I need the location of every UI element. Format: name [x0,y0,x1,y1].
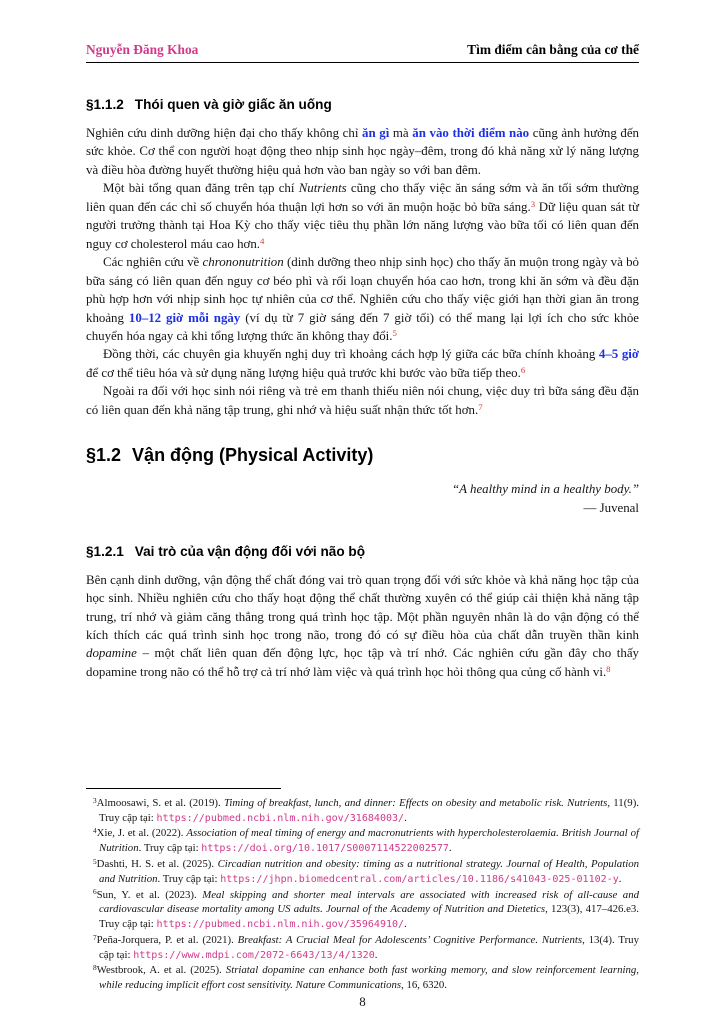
text-run: Dữ liệu quan sát từ người trưởng thành tại Hoa Kỳ cho thấy việc tiêu thụ phần lớn năng lượng vào bữa tối có liên quan đến nguy cơ cholesterol máu cao hơn. [86,199,640,251]
text-run: . Truy cập tại: [138,842,202,855]
footnote-number-6: 6 [93,887,97,897]
text-run: Striatal dopamine can enhance both fast working memory, and slow reinforcement learning, while reducing implicit effort cost sensitivity. Nature Communications [99,964,639,992]
footnote-ref-5[interactable]: 5 [392,328,397,339]
footnote-ref-3[interactable]: 3 [530,198,536,209]
footnote-ref-7[interactable]: 7 [478,401,483,412]
footnote-url-7[interactable]: https://www.mdpi.com/2072-6643/13/4/1320 [133,949,375,961]
quote-attribution: — Juvenal [583,500,639,515]
footnote-url-6[interactable]: https://pubmed.ncbi.nlm.nih.gov/35964910/ [156,919,405,931]
header-author-name: Nguyễn Đăng Khoa [86,42,199,57]
footnote-number-4: 4 [93,826,97,836]
footnote-5 [86,857,639,887]
page-number: 8 [359,994,366,1009]
text-run: Xie, J. et al. (2022). [96,827,187,840]
text-run: chrononutrition [202,255,284,270]
text-run: Meal skipping and shorter meal intervals are associated with increased risk of all-cause and cardiovascular disease mortality among US adults. Journal of the Academy of Nutrition and Dietetics [99,888,639,916]
text-run: , 123(3), 417–426.e3. Truy cập tại: [99,903,639,931]
footnote-ref-4[interactable]: 4 [260,235,265,246]
text-run: Almoosawi, S. et al. (2019). [96,796,224,809]
text-run: Circadian nutrition and obesity: timing as a nutritional strategy. Journal of Health, Population and Nutrition [99,857,639,885]
text-run: Sun, Y. et al. (2023). [96,888,203,901]
section-title: Vai trò của vận động đối với não bộ [134,543,366,559]
footnote-number-8: 8 [93,963,97,973]
text-run: . [404,811,407,824]
highlight-4-5-gio: 4–5 giờ [598,347,639,362]
text-run: cũng ảnh hưởng đến sức khỏe. Cơ thể con người hoạt động theo nhịp sinh học ngày–đêm, trong đó khả năng xử lý năng lượng và điều hòa đường huyết thường hiệu quả hơn vào ban ngày so với ban đêm. [86,126,639,177]
paragraph-chrononutrition [86,253,639,345]
section-title: Vận động (Physical Activity) [132,445,374,466]
text-run: mà [389,126,413,140]
footnote-number-5: 5 [93,856,97,866]
text-run: (ví dụ từ 7 giờ sáng đến 7 giờ tối) có thể mang lại lợi ích cho sức khỏe chuyển hóa ngay cả khi tổng lượng thức ăn không thay đổi. [86,310,639,343]
text-run: Westbrook, A. et al. (2025). [96,964,226,977]
text-run: cũng cho thấy việc ăn sáng sớm và ăn tối sớm thường liên quan đến các chỉ số chuyển hóa thuận lợi hơn so với ăn muộn hoặc bỏ bữa sáng. [86,181,640,214]
quote-text: “A healthy mind in a healthy body.” [451,482,639,497]
text-run: Association of meal timing of energy and macronutrients with hypercholesterolaemia. British Journal of Nutrition [99,827,639,855]
footnote-3 [86,796,639,826]
text-run: Timing of breakfast, lunch, and dinner: Effects on obesity and metabolic risk. Nutrients [223,796,608,809]
footnote-4 [86,826,639,856]
text-run: . [374,948,378,961]
footnote-ref-6[interactable]: 6 [520,364,526,375]
section-heading-1-2-1 [86,544,639,559]
footnote-url-3[interactable]: https://pubmed.ncbi.nlm.nih.gov/31684003/ [156,812,405,824]
text-run: , 16, 6320. [401,979,447,992]
section-number: §1.2.1 [86,543,124,559]
section-heading-1-2 [86,445,639,466]
paragraph-nutrients-review [86,179,639,253]
paragraph-meal-gap [86,345,639,382]
text-run: Các nghiên cứu về [103,255,203,270]
highlight-an-gi: ăn gì [362,126,390,140]
text-run: Dashti, H. S. et al. (2025). [96,857,218,870]
header-document-title: Tìm điểm cân bằng của cơ thể [467,42,639,57]
text-run: . [404,918,407,931]
text-run: Đồng thời, các chuyên gia khuyến nghị duy trì khoảng cách hợp lý giữa các bữa chính khoảng [103,347,599,362]
text-run: Ngoài ra đối với học sinh nói riêng và trẻ em thanh thiếu niên nói chung, việc duy trì bữa sáng đều đặn có liên quan đến khả năng tập trung, ghi nhớ và hiệu suất nhận thức tốt hơn. [86,384,639,417]
text-run: (dinh dưỡng theo nhịp sinh học) cho thấy ăn muộn trong ngày và bỏ bữa sáng có liên quan đến nguy cơ béo phì và rối loạn chuyển hóa cao hơn, trong khi ăn sớm và đều đặn phù hợp hơn với nhịp sinh học tự nhiên của cơ thể. Nghiên cứu cho thấy việc giới hạn thời gian ăn trong khoảng [86,255,639,325]
highlight-10-12-gio: 10–12 giờ mỗi ngày [128,310,241,325]
footnote-8 [86,963,639,993]
text-run: – một chất liên quan đến động lực, học tập và trí nhớ. Các nghiên cứu gần đây cho thấy dopamine trong não có thể hỗ trợ cả trí nhớ làm việc và quá trình học hỏi thông qua củng cố hành vi. [86,646,639,679]
text-run: Nghiên cứu dinh dưỡng hiện đại cho thấy không chỉ [86,126,363,140]
paragraph-exercise-brain [86,571,639,682]
text-run: Bên cạnh dinh dưỡng, vận động thể chất đóng vai trò quan trọng đối với sức khỏe và khả năng học tập của học sinh. Nhiều nghiên cứu cho thấy hoạt động thể chất thường xuyên có thể giúp cải thiện khả năng tập trung, trí nhớ và giảm căng thẳng trong quá trình học tập. Một phần nguyên nhân là do vận động có thể kích thích các quá trình sinh học trong não, trong đó có sự điều hòa của chất dẫn truyền thần kinh [86,572,639,643]
footnote-ref-8[interactable]: 8 [606,663,611,674]
text-run: Breakfast: A Crucial Meal for Adolescents’ Cognitive Performance. Nutrients [237,933,583,946]
footnote-number-3: 3 [93,795,97,805]
text-run: Một bài tổng quan đăng trên tạp chí [103,181,299,196]
text-run: , 11(9). Truy cập tại: [99,796,639,824]
section-heading-1-1-2 [86,97,639,112]
highlight-an-vao-thoi-diem-nao: ăn vào thời điểm nào [412,126,530,140]
footnotes-section [86,788,639,994]
footnote-url-4[interactable]: https://doi.org/10.1017/S0007114522002577 [201,843,449,855]
page-header [86,42,639,63]
paragraph-breakfast-students [86,382,639,419]
footnote-url-5[interactable]: https://jhpn.biomedcentral.com/articles/10.1186/s41043-025-01102-y [220,873,619,885]
text-run: để cơ thể tiêu hóa và sử dụng năng lượng hiệu quả trước khi bước vào bữa tiếp theo. [86,365,521,380]
epigraph [86,480,639,517]
section-title: Thói quen và giờ giấc ăn uống [134,97,332,112]
footnote-7 [86,933,639,963]
text-run: Nutrients [298,181,347,196]
text-run: Peña-Jorquera, P. et al. (2021). [96,933,238,946]
text-run: . Truy cập tại: [157,872,221,885]
section-number: §1.2 [86,445,122,466]
text-run: dopamine [86,646,137,661]
footnote-separator-rule [86,788,281,789]
footnote-number-7: 7 [93,932,97,942]
text-run: . [448,842,452,855]
text-run: . [618,872,622,885]
paragraph-meal-timing-intro [86,124,639,179]
footnote-6 [86,888,639,932]
text-run: , 13(4). Truy cập tại: [99,933,639,961]
section-number: §1.1.2 [86,97,124,112]
